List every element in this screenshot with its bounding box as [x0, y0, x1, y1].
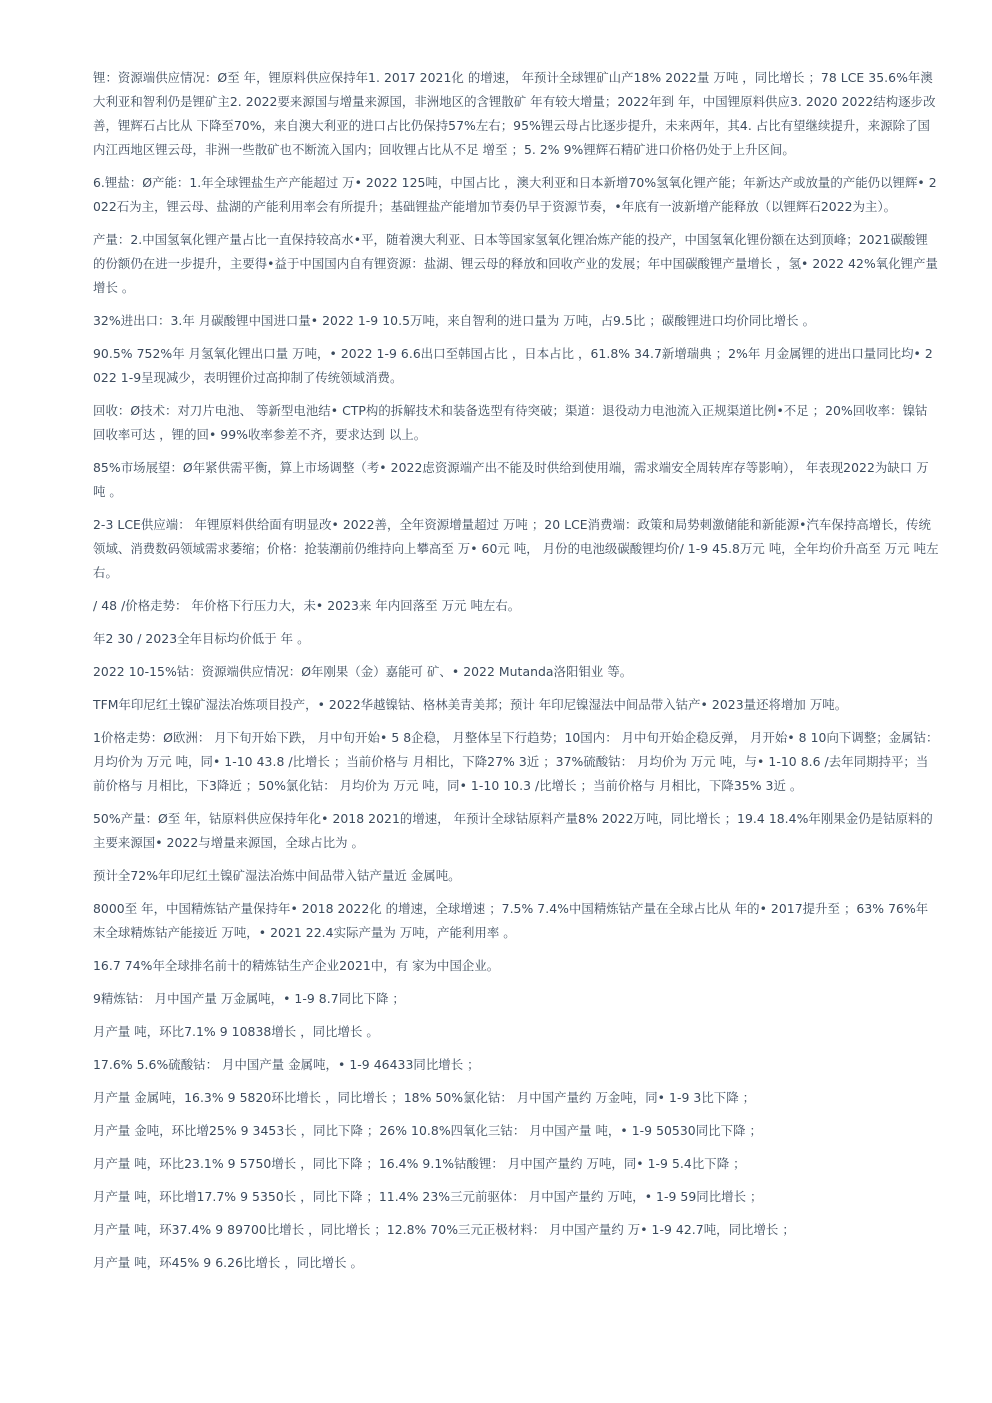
paragraph-top-producers: 16.7 74%年全球排名前十的精炼钴生产企业2021中，有 家为中国企业。: [93, 958, 500, 973]
paragraph-monthly-output-1: 月产量 吨，环比7.1% 9 10838增长 ，同比增长 。: [93, 1024, 379, 1039]
paragraph-cobalt-forecast: 预计全72%年印尼红土镍矿湿法冶炼中间品带入钴产量近 金属吨。: [93, 868, 461, 883]
paragraph-monthly-output-4: 月产量 吨，环比23.1% 9 5750增长 ，同比下降 ；16.4% 9.1%钴酸锂： 月中国产量约 万吨，同• 1-9 5.4比下降 ；: [93, 1156, 746, 1171]
paragraph-target-price: 年2 30 / 2023全年目标均价低于 年 。: [93, 631, 310, 646]
paragraph-lithium-export: 90.5% 752%年 月氢氧化锂出口量 万吨，• 2022 1-9 6.6出口至韩国占比 ，日本占比 ，61.8% 34.7新增瑞典 ；2%年 月金属锂的进出口量同比均• 2022 1-9呈现减少，表明锂价过高抑制了传统领域消费。: [93, 346, 933, 385]
paragraph-lithium-salt-capacity: 6.锂盐：Ø产能：1.年全球锂盐生产产能超过 万• 2022 125吨，中国占比 ，澳大利亚和日本新增70%氢氧化锂产能；年新达产或放量的产能仍以锂辉• 2022石为主，锂云母、盐湖的产能利用率会有所提升；基础锂盐产能增加节奏仍早于资源节奏，•年底有一波新增产能释放（以锂辉石2022为主）。: [93, 175, 937, 214]
paragraph-market-outlook: 85%市场展望：Ø年紧供需平衡，算上市场调整（考• 2022虑资源端产出不能及时供给到使用端，需求端安全周转库存等影响）， 年表现2022为缺口 万吨 。: [93, 460, 929, 499]
document-body: [93, 66, 939, 1284]
paragraph-cobalt-price-trend: 1价格走势：Ø欧洲： 月下旬开始下跌， 月中旬开始• 5 8企稳， 月整体呈下行趋势；10国内： 月中旬开始企稳反弹， 月开始• 8 10向下调整；金属钴： 月均价为 万元 吨，同• 1-10 43.8 /比增长 ；当前价格与 月相比，下降27% 3近 ；37%硫酸钴： 月均价为 万元 吨，与• 1-10 8.6 /去年同期持平；当前价格与 月相比，下3降近 ；50%氯化钴： 月均价为 万元 吨，同• 1-10 10.3 /比增长 ；当前价格与 月相比，下降35% 3近 。: [93, 730, 939, 793]
paragraph-monthly-output-7: 月产量 吨，环45% 9 6.26比增长 ，同比增长 。: [93, 1255, 363, 1270]
paragraph-lithium-resource: 锂：资源端供应情况：Ø至 年，锂原料供应保持年1. 2017 2021化 的增速， 年预计全球锂矿山产18% 2022量 万吨 ，同比增长 ；78 LCE 35.6%年澳大利亚和智利仍是锂矿主2. 2022要来源国与增量来源国，非洲地区的含锂散矿 年有较大增量；2022年到 年，中国锂原料供应3. 2020 2022结构逐步改善，锂辉石占比从 下降至70%，来自澳大利亚的进口占比仍保持57%左右；95%锂云母占比逐步提升，未来两年，其4. 占比有望继续提升，来源除了国内江西地区锂云母，非洲一些散矿也不断流入国内；回收锂占比从不足 增至 ；5. 2% 9%锂辉石精矿进口价格仍处于上升区间。: [93, 70, 936, 157]
paragraph-monthly-output-5: 月产量 吨，环比增17.7% 9 5350长 ，同比下降 ；11.4% 23%三元前驱体： 月中国产量约 万吨，• 1-9 59同比增长 ；: [93, 1189, 763, 1204]
paragraph-monthly-output-3: 月产量 金吨，环比增25% 9 3453长 ，同比下降 ；26% 10.8%四氧化三钴： 月中国产量 吨，• 1-9 50530同比下降 ；: [93, 1123, 762, 1138]
paragraph-refined-cobalt-output: 9精炼钴： 月中国产量 万金属吨，• 1-9 8.7同比下降 ；: [93, 991, 405, 1006]
paragraph-lithium-import: 32%进出口：3.年 月碳酸锂中国进口量• 2022 1-9 10.5万吨，来自智利的进口量为 万吨，占9.5比 ；碳酸锂进口均价同比增长 。: [93, 313, 816, 328]
paragraph-cobalt-sulfate: 17.6% 5.6%硫酸钴： 月中国产量 金属吨，• 1-9 46433同比增长 ；: [93, 1057, 480, 1072]
paragraph-cobalt-output: 50%产量：Ø至 年，钴原料供应保持年化• 2018 2021的增速， 年预计全球钴原料产量8% 2022万吨，同比增长 ；19.4 18.4%年刚果金仍是钴原料的主要来源国• 2022与增量来源国，全球占比为 。: [93, 811, 933, 850]
paragraph-monthly-output-2: 月产量 金属吨，16.3% 9 5820环比增长 ，同比增长 ；18% 50%氯化钴： 月中国产量约 万金吨，同• 1-9 3比下降 ；: [93, 1090, 756, 1105]
paragraph-lithium-recycling: 回收：Ø技术：对刀片电池、 等新型电池结• CTP构的拆解技术和装备选型有待突破；渠道：退役动力电池流入正规渠道比例•不足 ；20%回收率：镍钴回收率可达 ，锂的回• 99%收率参差不齐，要求达到 以上。: [93, 403, 928, 442]
paragraph-monthly-output-6: 月产量 吨，环37.4% 9 89700比增长 ，同比增长 ；12.8% 70%三元正极材料： 月中国产量约 万• 1-9 42.7吨，同比增长 ；: [93, 1222, 795, 1237]
paragraph-cobalt-resource: 2022 10-15%钴：资源端供应情况：Ø年刚果（金）嘉能可 矿、• 2022 Mutanda洛阳钼业 等。: [93, 664, 633, 679]
paragraph-tfm-project: TFM年印尼红土镍矿湿法冶炼项目投产，• 2022华越镍钴、格林美青美邦；预计 年印尼镍湿法中间品带入钴产• 2023量还将增加 万吨。: [93, 697, 848, 712]
paragraph-refined-cobalt: 8000至 年，中国精炼钴产量保持年• 2018 2022化 的增速，全球增速 ；7.5% 7.4%中国精炼钴产量在全球占比从 年的• 2017提升至 ；63% 76%年末全球精炼钴产能接近 万吨，• 2021 22.4实际产量为 万吨，产能利用率 。: [93, 901, 929, 940]
paragraph-price-trend: / 48 /价格走势： 年价格下行压力大，未• 2023来 年内回落至 万元 吨左右。: [93, 598, 521, 613]
paragraph-lithium-output: 产量：2.中国氢氧化锂产量占比一直保持较高水•平，随着澳大利亚、日本等国家氢氧化锂冶炼产能的投产，中国氢氧化锂份额在达到顶峰；2021碳酸锂的份额仍在进一步提升，主要得•益于中国国内自有锂资源：盐湖、锂云母的释放和回收产业的发展；年中国碳酸锂产量增长 ，氢• 2022 42%氧化锂产量增长 。: [93, 232, 938, 295]
paragraph-supply-demand-price: 2-3 LCE供应端： 年锂原料供给面有明显改• 2022善，全年资源增量超过 万吨 ；20 LCE消费端：政策和局势刺激储能和新能源•汽车保持高增长，传统领域、消费数码领域需求萎缩；价格：抢装潮前仍维持向上攀高至 万• 60元 吨， 月份的电池级碳酸锂均价/ 1-9 45.8万元 吨，全年均价升高至 万元 吨左右。: [93, 517, 939, 580]
